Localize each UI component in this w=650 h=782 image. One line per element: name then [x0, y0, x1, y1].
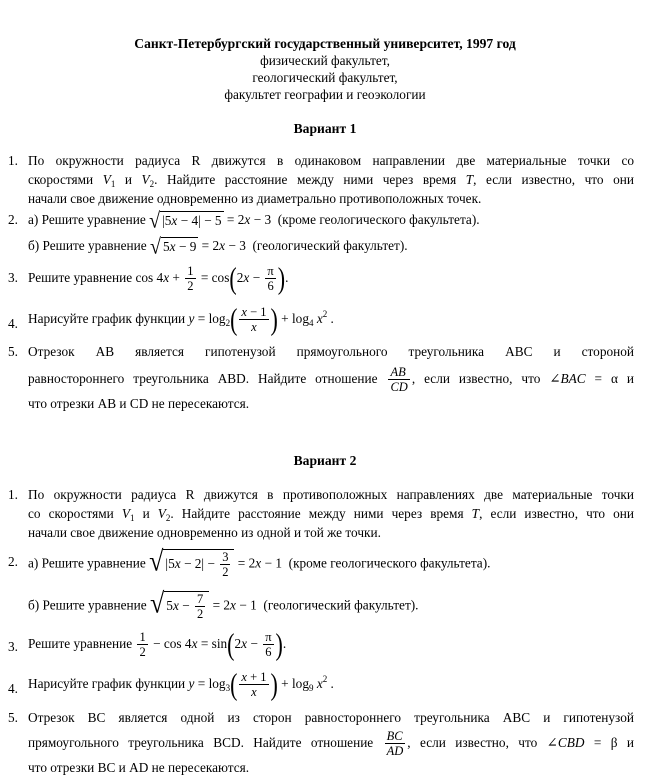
text: . Найдите расстояние между ними через время	[170, 506, 464, 521]
problem-number: 3.	[8, 270, 18, 285]
text: скоростями	[28, 172, 94, 187]
v2-p2a: а) Решите уравнение √ |5x − 2| − $\frac{3}{2}$ = 2x − 1 (кроме геологического факультета).	[28, 545, 491, 580]
problem-number: 4.	[8, 681, 18, 696]
text: , если известно, что	[411, 370, 541, 386]
v2-p3-equation: $\frac{1}{2}$ − cos 4x = sin(2x − $\frac{\pi}{6}$ ).	[139, 626, 287, 662]
v2-p2b: б) Решите уравнение √ 5x − $\frac{7}{2}$ = 2x − 1 (геологический факультет).	[28, 587, 419, 622]
problem-number: 2.	[8, 554, 18, 569]
v2-p4-equation: $y = \log_3$( $\frac{x + 1}{x}$ ) + $\log_9 x^2$ .	[188, 666, 334, 702]
v2-p5-line-2: прямоугольного треугольника BCD. Найдите отношение $\frac{BC}{AD}$ , если известно, что ∠CBD = β и	[28, 729, 635, 759]
problem-number: 2.	[8, 212, 18, 227]
v1-problem-2	[8, 208, 634, 234]
faculty-line-1: физический факультет,	[260, 53, 390, 68]
text: а) Решите уравнение	[28, 555, 146, 571]
document-title: Санкт-Петербургский государственный университет, 1997 год	[134, 36, 516, 51]
v1-p4-equation: $y = \log_2$( $\frac{x - 1}{x}$ ) + $\log_4 x^2$ .	[188, 301, 334, 337]
v1-p5-line-3: что отрезки AB и CD не пересекаются.	[28, 396, 250, 411]
text: , если известно, что они	[473, 172, 634, 187]
problem-number: 3.	[8, 639, 18, 654]
v1-problem-5	[8, 343, 634, 414]
text: (геологический факультет).	[263, 597, 419, 613]
text: (геологический факультет).	[252, 238, 408, 254]
text: и	[626, 734, 635, 750]
text: Нарисуйте график функции	[28, 675, 186, 691]
v1-p5-line-2: равностороннего треугольника ABD. Найдите отношение $\frac{AB}{CD}$ , если известно, что ∠BAC = α и	[28, 365, 634, 395]
text: и	[124, 172, 132, 187]
text: Решите уравнение	[28, 635, 133, 651]
faculty-line-2: геологический факультет,	[252, 70, 398, 85]
v2-problem-1	[8, 486, 635, 543]
v1-problem-2b	[28, 234, 634, 260]
v2-problem-2	[8, 545, 634, 580]
v2-p5-line-1: Отрезок BC является одной из сторон равностороннего треугольника ABC и гипотенузой	[28, 710, 634, 725]
text: . Найдите расстояние между ними через время	[154, 172, 457, 187]
v2-problem-4	[8, 666, 634, 702]
variant-2-title: Вариант 2	[293, 453, 357, 468]
problem-number: 5.	[8, 344, 18, 359]
v2-p5-line-3: что отрезки BC и AD не пересекаются.	[28, 760, 250, 775]
text: со скоростями	[28, 506, 114, 521]
v2-p2b-equation: √ 5x − $\frac{7}{2}$	[150, 591, 209, 622]
v1-problem-1	[8, 152, 634, 209]
text: б) Решите уравнение	[28, 238, 147, 254]
problem-number: 1.	[8, 153, 18, 168]
v1-p2b: б) Решите уравнение √ 5x − 9 = 2x − 3 (геологический факультет).	[28, 234, 408, 260]
faculty-line-3: факультет географии и геоэкологии	[224, 87, 426, 102]
text: и	[142, 506, 150, 521]
v1-p1-line-1: По окружности радиуса R движутся в одинаковом направлении две материальные точки со	[28, 153, 634, 168]
text: , если известно, что они	[479, 506, 635, 521]
text: (кроме геологического факультета).	[288, 555, 491, 571]
v2-problem-5	[8, 709, 635, 778]
v1-p5-line-1: Отрезок AB является гипотенузой прямоугольного треугольника ABC и стороной	[28, 344, 634, 359]
v2-problem-2b	[28, 587, 634, 622]
v1-p1-line-3: начали свое движение одновременно из диаметрально противоположных точек.	[28, 191, 482, 206]
text: , если известно, что	[407, 734, 538, 750]
v2-p1-line-3: начали свое движение одновременно из одной и той же точки.	[28, 525, 381, 540]
v1-p2a-equation: √ |5x − 4| − 5	[149, 208, 222, 234]
v2-p1-line-1: По окружности радиуса R движутся в противоположных направлениях две материальные точки	[28, 487, 634, 502]
text: равностороннего треугольника ABD. Найдите отношение	[28, 370, 378, 386]
v2-p2a-equation: √ |5x − 2| − $\frac{3}{2}$	[149, 549, 234, 580]
problem-number: 5.	[8, 710, 18, 725]
text: а) Решите уравнение	[28, 212, 146, 228]
v2-problem-3	[8, 626, 634, 662]
v1-p2a: а) Решите уравнение √ |5x − 4| − 5 = 2x − 3 (кроме геологического факультета).	[28, 208, 480, 234]
v1-p3-equation: cos 4x + $\frac{1}{2}$ = cos(2x − $\frac{\pi}{6}$ ).	[135, 260, 289, 296]
v2-p1-line-2: со скоростями $V_1$ и $V_2$. Найдите расстояние между ними через время T, если известно, что они	[28, 506, 635, 523]
v1-p1-line-2: скоростями $V_1$ и $V_2$. Найдите расстояние между ними через время T, если известно, что они	[28, 172, 634, 189]
text: прямоугольного треугольника BCD. Найдите отношение	[28, 734, 374, 750]
problem-number: 4.	[8, 316, 18, 331]
v1-p2b-equation: √ 5x − 9	[150, 234, 197, 260]
variant-1-title: Вариант 1	[293, 121, 357, 136]
problem-number: 1.	[8, 487, 18, 502]
text: и	[626, 370, 634, 386]
text: (кроме геологического факультета).	[277, 212, 480, 228]
text: Решите уравнение	[28, 269, 133, 285]
text: Нарисуйте график функции	[28, 310, 186, 326]
v1-problem-4	[8, 301, 634, 337]
v1-problem-3	[8, 260, 634, 296]
text: б) Решите уравнение	[28, 597, 147, 613]
